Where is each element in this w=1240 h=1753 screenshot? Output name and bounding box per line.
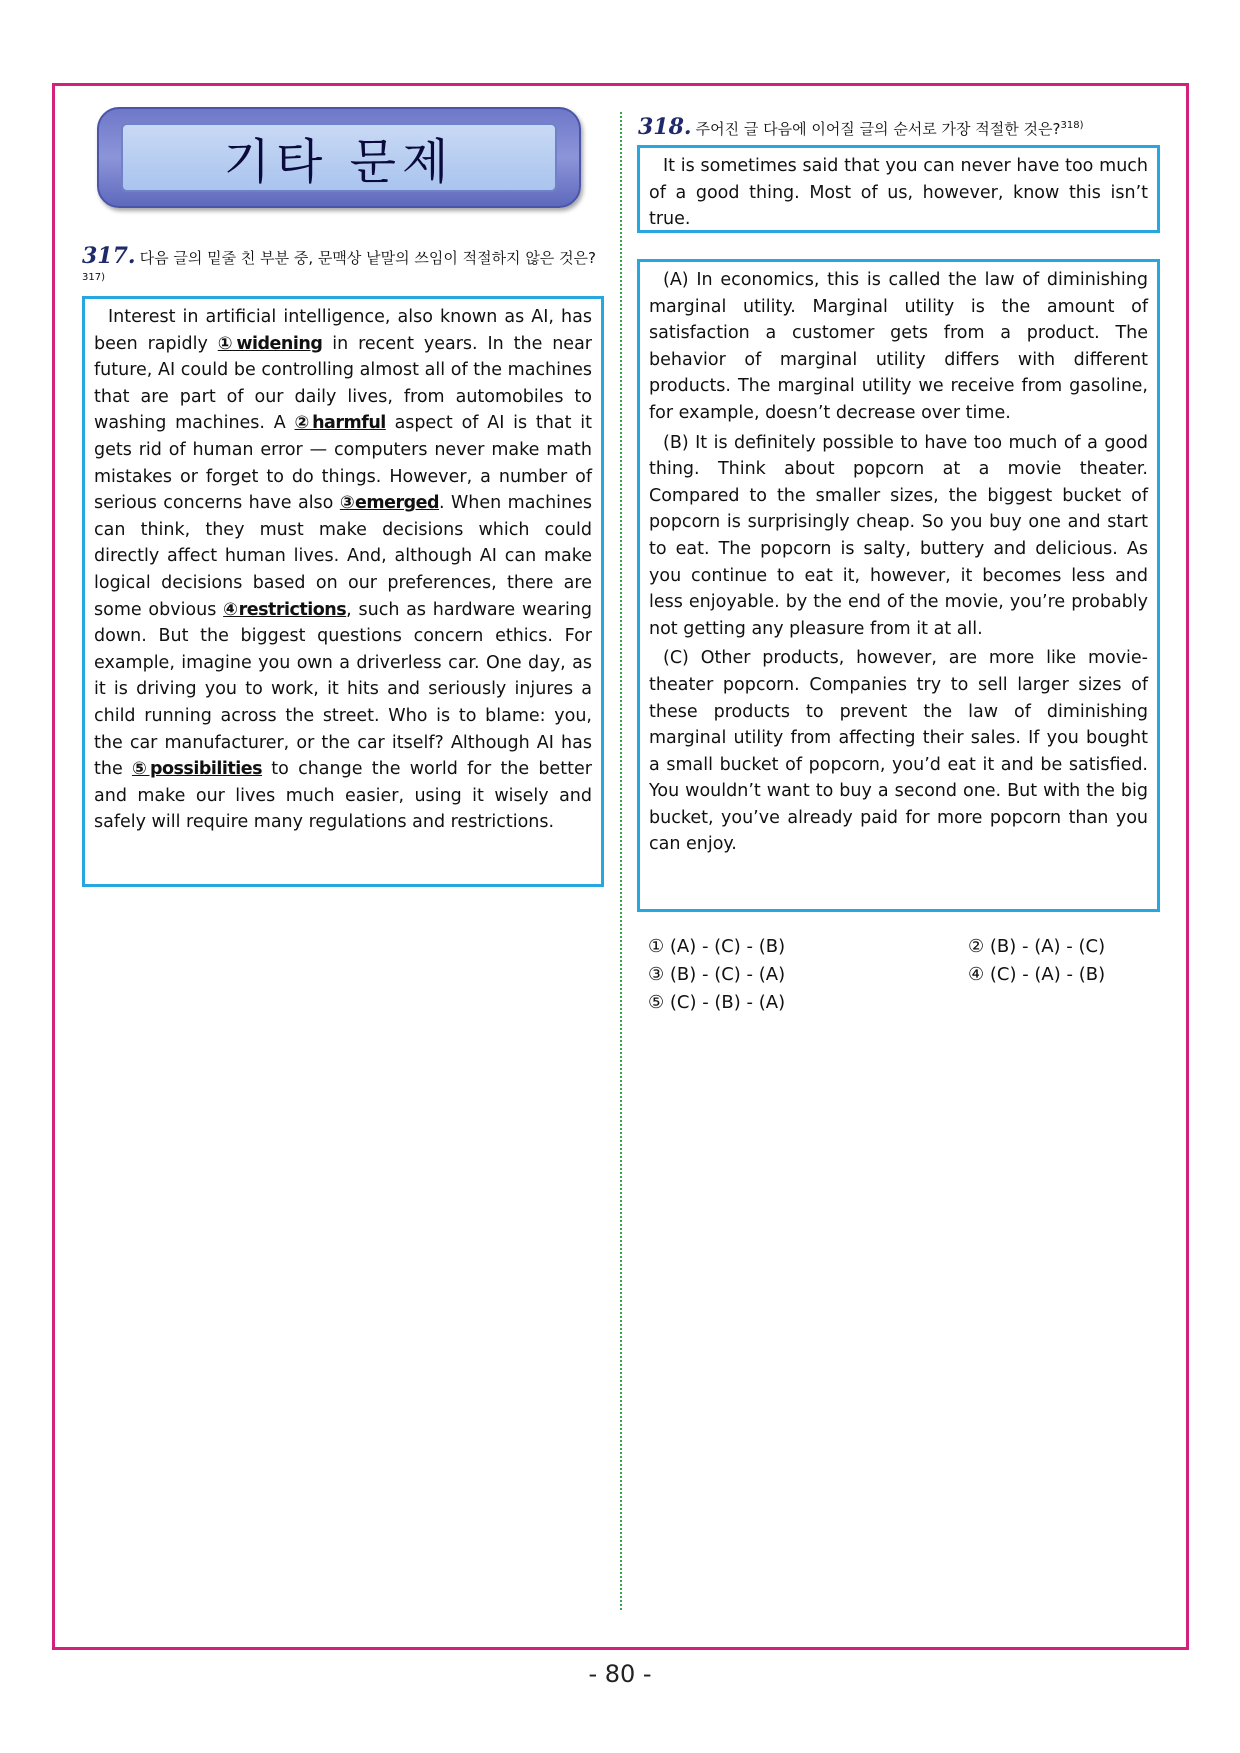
q317-underline-5: ⑤possibilities bbox=[131, 759, 263, 780]
q317-text-1: Interest in artificial intelligence, also known as AI, has been rapidly bbox=[94, 307, 592, 354]
q318-choice-4[interactable]: ④ (C) - (A) - (B) bbox=[968, 964, 1106, 985]
q317-prompt: 다음 글의 밑줄 친 부분 중, 문맥상 낱말의 쓰임이 적절하지 않은 것은? bbox=[139, 249, 597, 267]
q317-text-5: , such as hardware wearing down. But the biggest questions concern ethics. For example, imagine you own a driverless car. One day, as it is driving you to work, it hits and seriously injures a child running across the street. Who is to blame: you, the car manufacturer, or the car itself? Although AI has the bbox=[94, 599, 593, 780]
q318-choice-2[interactable]: ② (B) - (A) - (C) bbox=[968, 936, 1106, 957]
q317-text-3: aspect of AI is that it gets rid of human error — computers never make math mistakes or forget to do things. However, a number of serious concerns have also bbox=[94, 413, 592, 514]
q318-prompt: 주어진 글 다음에 이어질 글의 순서로 가장 적절한 것은? bbox=[695, 120, 1061, 138]
q317-number: 317. bbox=[82, 243, 136, 269]
q317-passage-box bbox=[82, 296, 604, 887]
q318-choice-1[interactable]: ① (A) - (C) - (B) bbox=[648, 936, 786, 957]
page-title: 기타 문제 bbox=[223, 134, 455, 190]
q317-text-4: . When machines can think, they must make decisions which could directly affect human lives. And, although AI can make logical decisions based on our preferences, there are some obvious bbox=[94, 493, 592, 620]
q318-footnote: 318) bbox=[1060, 120, 1084, 131]
q317-passage bbox=[94, 304, 592, 836]
q317-underline-2: ②harmful bbox=[294, 413, 386, 434]
q317-footnote: 317) bbox=[82, 272, 105, 283]
column-divider bbox=[620, 112, 622, 1610]
q317-text-6: to change the world for the better and make our lives much easier, using it wisely and safely will require many regulations and restrictions. bbox=[94, 759, 592, 833]
q318-choice-5[interactable]: ⑤ (C) - (B) - (A) bbox=[648, 992, 786, 1013]
section-banner-inner bbox=[121, 123, 557, 192]
q318-given-text: It is sometimes said that you can never have too much of a good thing. Most of us, however, know this isn’t true. bbox=[649, 156, 1148, 230]
page-number: - 80 - bbox=[588, 1660, 652, 1688]
q318-choice-3[interactable]: ③ (B) - (C) - (A) bbox=[648, 964, 786, 985]
q318-header bbox=[638, 116, 1178, 139]
q317-header bbox=[82, 243, 602, 291]
q318-paragraph-a: (A) In economics, this is called the law of diminishing marginal utility. Marginal utility is the amount of satisfaction a customer gets from a product. The behavior of marginal utility differs with different products. The marginal utility we receive from gasoline, for example, doesn’t decrease over time. bbox=[649, 270, 1148, 423]
q317-text-2: in recent years. In the near future, AI could be controlling almost all of the machines that are part of our daily lives, from automobiles to washing machines. A bbox=[94, 333, 592, 434]
q317-underline-1: ①widening bbox=[217, 333, 323, 354]
q318-number: 318. bbox=[638, 114, 692, 140]
q318-given-box bbox=[637, 145, 1160, 233]
q318-paragraphs-box bbox=[637, 259, 1160, 912]
section-banner bbox=[97, 107, 581, 208]
q317-underline-3: ③emerged bbox=[339, 493, 440, 514]
q318-paragraph-b: (B) It is definitely possible to have too much of a good thing. Think about popcorn at a movie theater. Compared to the smaller sizes, the biggest bucket of popcorn is surprisingly cheap. So you buy one and start to eat. The popcorn is salty, buttery and delicious. As you continue to eat it, however, it becomes less and less enjoyable. by the end of the movie, you’re probably not getting any pleasure from it at all. bbox=[649, 432, 1148, 639]
q317-underline-4: ④restrictions bbox=[223, 599, 347, 620]
q318-paragraph-c: (C) Other products, however, are more like movie-theater popcorn. Companies try to sell larger sizes of these products to prevent the law of diminishing marginal utility from affecting their sales. If you bought a small bucket of popcorn, you’d eat it and be satisfied. You wouldn’t want to buy a second one. But with the big bucket, you’ve already paid for more popcorn than you can enjoy. bbox=[649, 648, 1148, 855]
